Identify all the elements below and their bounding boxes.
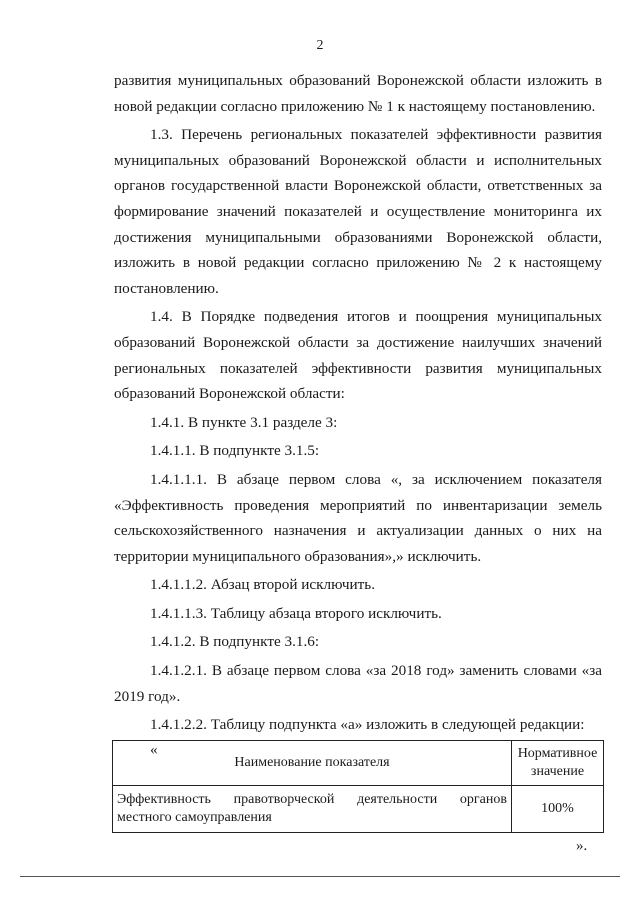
- opening-quote: «: [150, 740, 158, 758]
- table-cell-value: 100%: [512, 786, 604, 833]
- paragraph-1-3: 1.3. Перечень региональных показателей эффективности развития муниципальных образований Воронежской области и исполнительных органов государственной власти Воронежской области, ответственных за формирование значений показателей и осуществление мониторинга их достижения муниципальными образованиями Воронежской области, изложить в новой редакции согласно приложению № 2 к настоящему постановлению.: [114, 126, 602, 297]
- paragraph-1-4-1-2-1: 1.4.1.2.1. В абзаце первом слова «за 2018 год» заменить словами «за 2019 год».: [114, 662, 602, 705]
- paragraph-1-4-1-2: 1.4.1.2. В подпункте 3.1.6:: [150, 633, 320, 651]
- paragraph-1-4-1-1: 1.4.1.1. В подпункте 3.1.5:: [150, 442, 320, 460]
- paragraph-1-4-1-1-2: 1.4.1.1.2. Абзац второй исключить.: [150, 576, 375, 594]
- paragraph-1-4-1-1-3: 1.4.1.1.3. Таблицу абзаца второго исключить.: [150, 604, 442, 622]
- table-row: [113, 786, 604, 833]
- page-number: 2: [316, 38, 324, 53]
- table-header-name: Наименование показателя: [113, 741, 512, 786]
- table-header-norm: Нормативное значение: [512, 741, 604, 786]
- paragraph: развития муниципальных образований Воронежской области изложить в новой редакции согласно приложению № 1 к настоящему постановлению.: [114, 72, 602, 115]
- table-header-row: [113, 741, 604, 786]
- indicators-table: [112, 740, 604, 833]
- paragraph-1-4-1-1-1: 1.4.1.1.1. В абзаце первом слова «, за исключением показателя «Эффективность проведения мероприятий по инвентаризации земель сельскохозяйственного назначения и актуализации данных о них на территории муниципального образования»,» исключить.: [114, 470, 602, 565]
- closing-quote: ».: [576, 838, 588, 854]
- table-cell-name: Эффективность правотворческой деятельности органов местного самоуправления: [113, 786, 512, 833]
- paragraph-1-4-1: 1.4.1. В пункте 3.1 разделе 3:: [150, 413, 338, 431]
- document-body: [114, 68, 602, 762]
- paragraph-1-4: 1.4. В Порядке подведения итогов и поощрения муниципальных образований Воронежской области за достижение наилучших значений региональных показателей эффективности развития муниципальных образований Воронежской области:: [114, 308, 602, 403]
- paragraph-1-4-1-2-2: 1.4.1.2.2. Таблицу подпункта «а» изложить в следующей редакции:: [150, 716, 585, 734]
- bottom-divider: [20, 876, 620, 877]
